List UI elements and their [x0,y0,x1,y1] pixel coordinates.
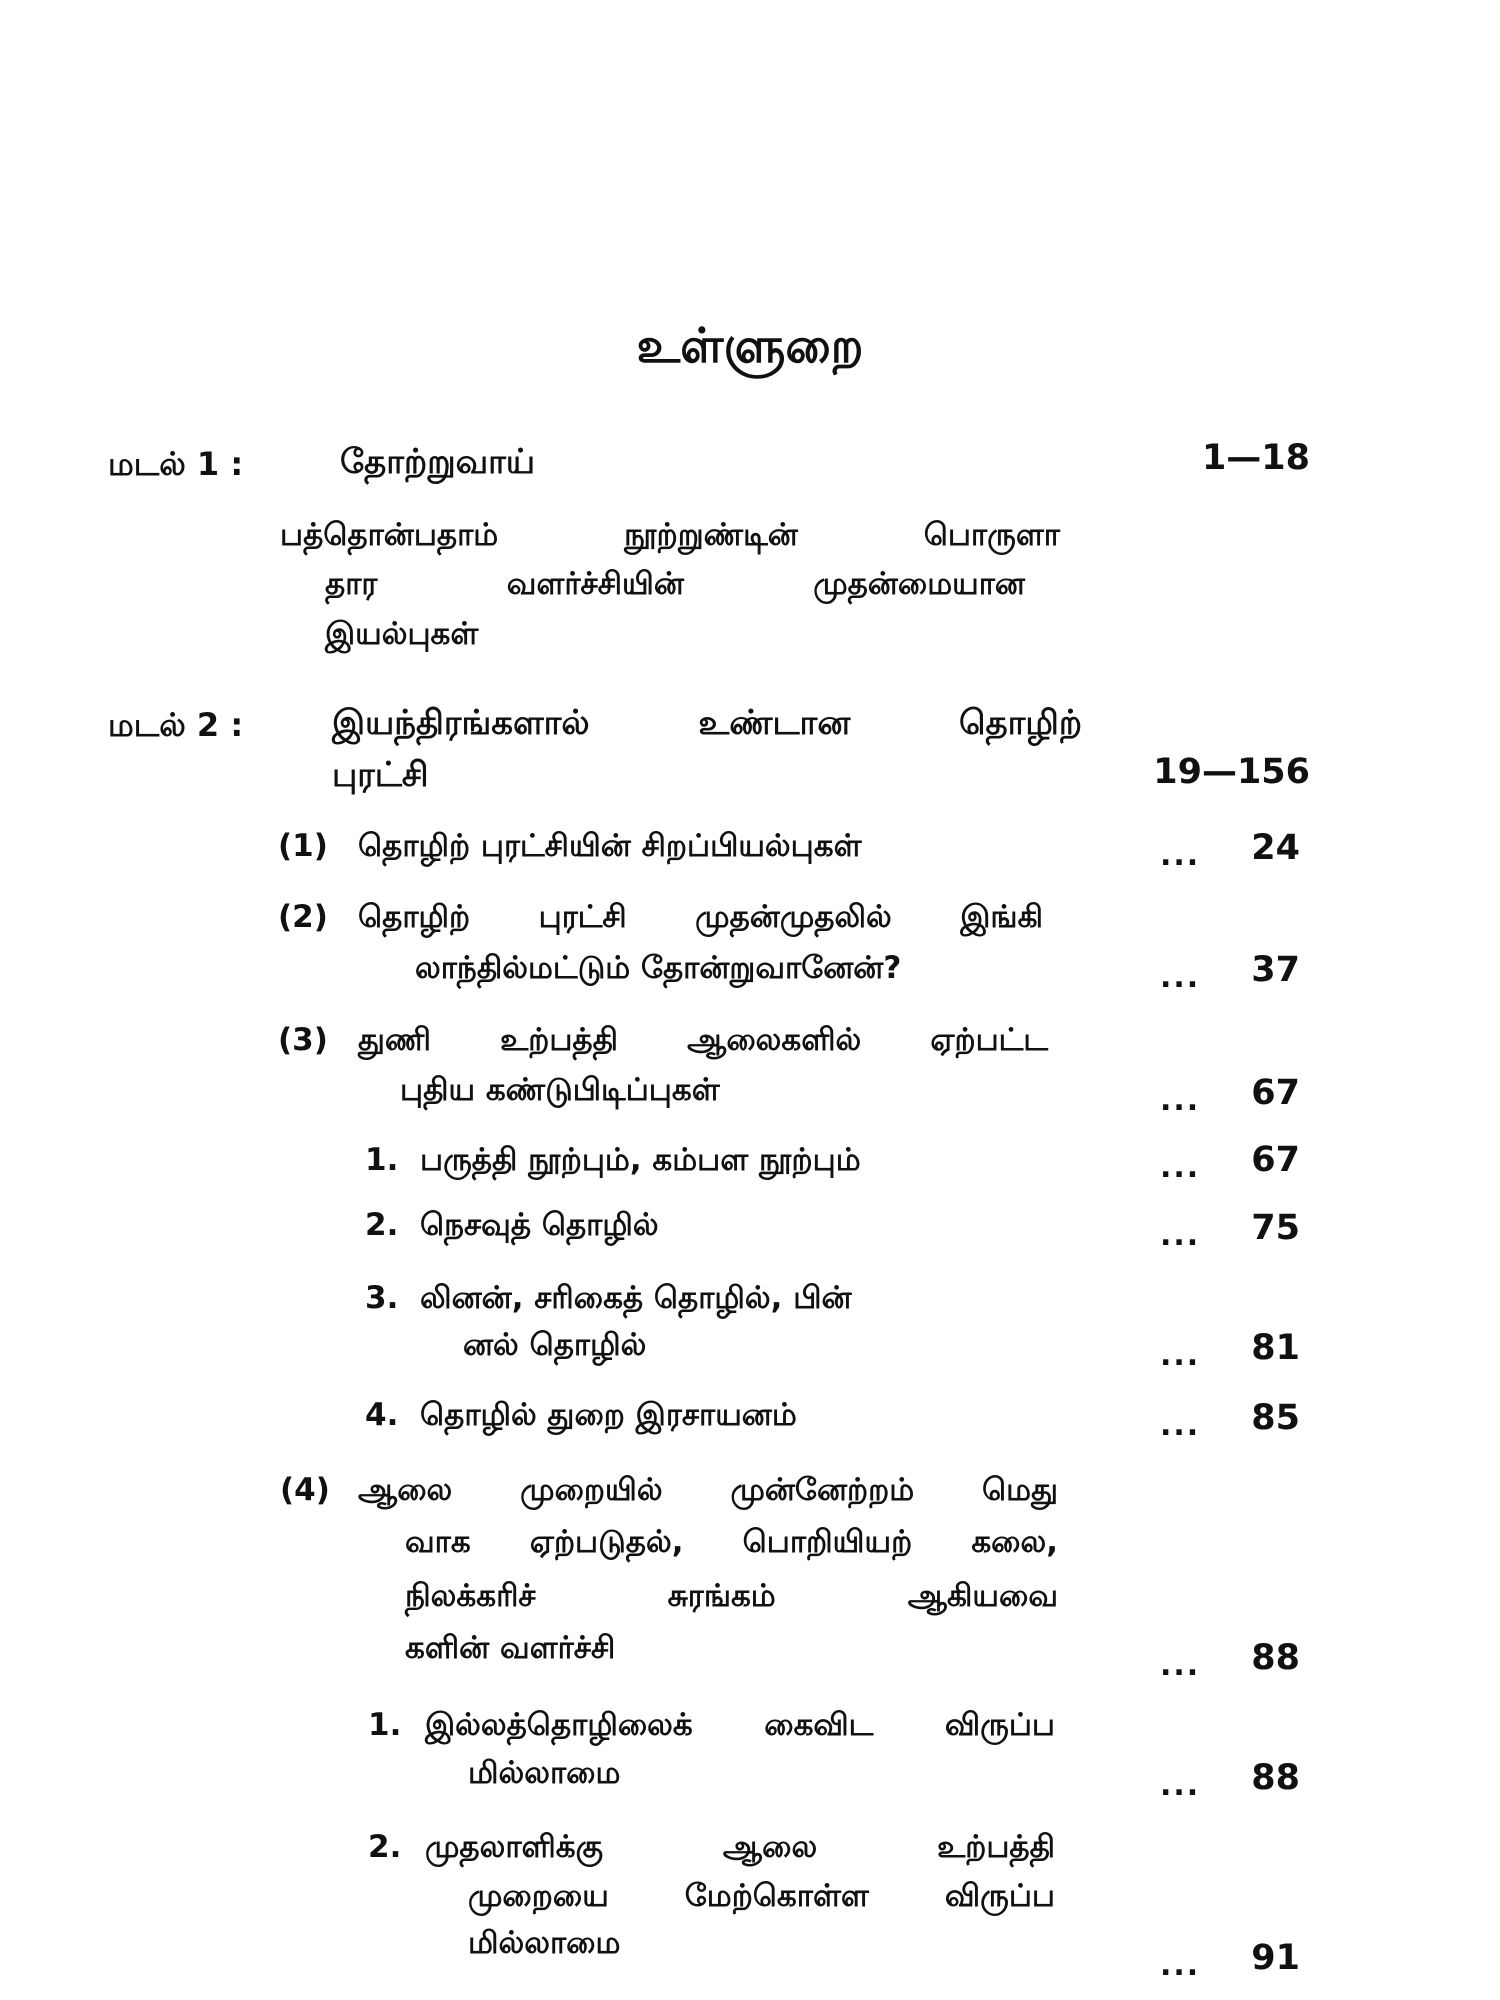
subsection-title: மில்லாமை [468,1755,621,1791]
leader-dots: ... [1160,960,1201,995]
section-title: தொழிற் புரட்சியின் சிறப்பியல்புகள் [358,828,862,864]
section-number: (3) [278,1022,328,1058]
subsection-title: லினன், சரிகைத் தொழில், பின் [420,1280,852,1316]
leader-dots: ... [1160,1218,1201,1253]
page-number: 75 [1251,1208,1300,1248]
section-title: வாக ஏற்படுதல், பொறியியற் கலை, [405,1524,1058,1560]
subsection-number: 2. [368,1829,402,1865]
section-title: நிலக்கரிச் சுரங்கம் ஆகியவை [405,1578,1058,1614]
leader-dots: ... [1160,838,1201,873]
section-number: (2) [278,899,328,935]
page-number: 81 [1251,1328,1300,1368]
chapter-title: தோற்றுவாய் [340,442,536,482]
subsection-title: தொழில் துறை இரசாயனம் [420,1397,797,1433]
chapter-page-range: 1—18 [1201,438,1310,478]
subsection-title: மில்லாமை [468,1925,621,1961]
page-number: 88 [1251,1638,1300,1678]
page-number: 67 [1251,1140,1300,1180]
section-title: தொழிற் புரட்சி முதன்முதலில் இங்கி [358,899,1043,935]
leader-dots: ... [1160,1083,1201,1118]
subsection-title: முறையை மேற்கொள்ள விருப்ப [468,1878,1055,1914]
section-title: களின் வளர்ச்சி [405,1630,616,1666]
chapter-page-range: 19—156 [1153,752,1310,792]
subsection-number: 4. [365,1397,399,1433]
page-number: 91 [1251,1938,1300,1978]
leader-dots: ... [1160,1948,1201,1983]
page-title: உள்ளுறை [636,318,864,374]
subsection-number: 1. [365,1142,399,1178]
chapter-description-line: இயல்புகள் [325,616,479,652]
subsection-number: 3. [365,1280,399,1316]
page-number: 88 [1251,1758,1300,1798]
page-number: 24 [1251,828,1300,868]
section-number: (4) [280,1472,330,1508]
subsection-title: நெசவுத் தொழில் [420,1207,659,1243]
page-number: 67 [1251,1073,1300,1113]
leader-dots: ... [1160,1768,1201,1803]
section-number: (1) [278,828,328,864]
leader-dots: ... [1160,1338,1201,1373]
subsection-number: 1. [368,1707,402,1743]
chapter-description-line: பத்தொன்பதாம் நூற்றுண்டின் பொருளா [280,517,1060,553]
subsection-title: இல்லத்தொழிலைக் கைவிட விருப்ப [425,1707,1055,1743]
section-title: புதிய கண்டுபிடிப்புகள் [400,1072,720,1108]
chapter-title: இயந்திரங்களால் உண்டான தொழிற் [332,703,1082,743]
section-title: துணி உற்பத்தி ஆலைகளில் ஏற்பட்ட [358,1022,1048,1058]
leader-dots: ... [1160,1648,1201,1683]
chapter-label: மடல் 2 : [108,706,244,744]
section-title: ஆலை முறையில் முன்னேற்றம் மெது [358,1472,1058,1508]
subsection-title: முதலாளிக்கு ஆலை உற்பத்தி [425,1829,1055,1865]
chapter-description-line: தார வளர்ச்சியின் முதன்மையான [325,566,1025,602]
leader-dots: ... [1160,1150,1201,1185]
subsection-title: பருத்தி நூற்பும், கம்பள நூற்பும் [420,1142,861,1178]
chapter-title: புரட்சி [332,755,429,795]
page-number: 85 [1251,1398,1300,1438]
subsection-number: 2. [365,1207,399,1243]
subsection-title: னல் தொழில் [463,1327,647,1363]
section-title: லாந்தில்மட்டும் தோன்றுவானேன்? [415,950,902,986]
page-number: 37 [1251,950,1300,990]
chapter-label: மடல் 1 : [108,445,244,483]
leader-dots: ... [1160,1408,1201,1443]
